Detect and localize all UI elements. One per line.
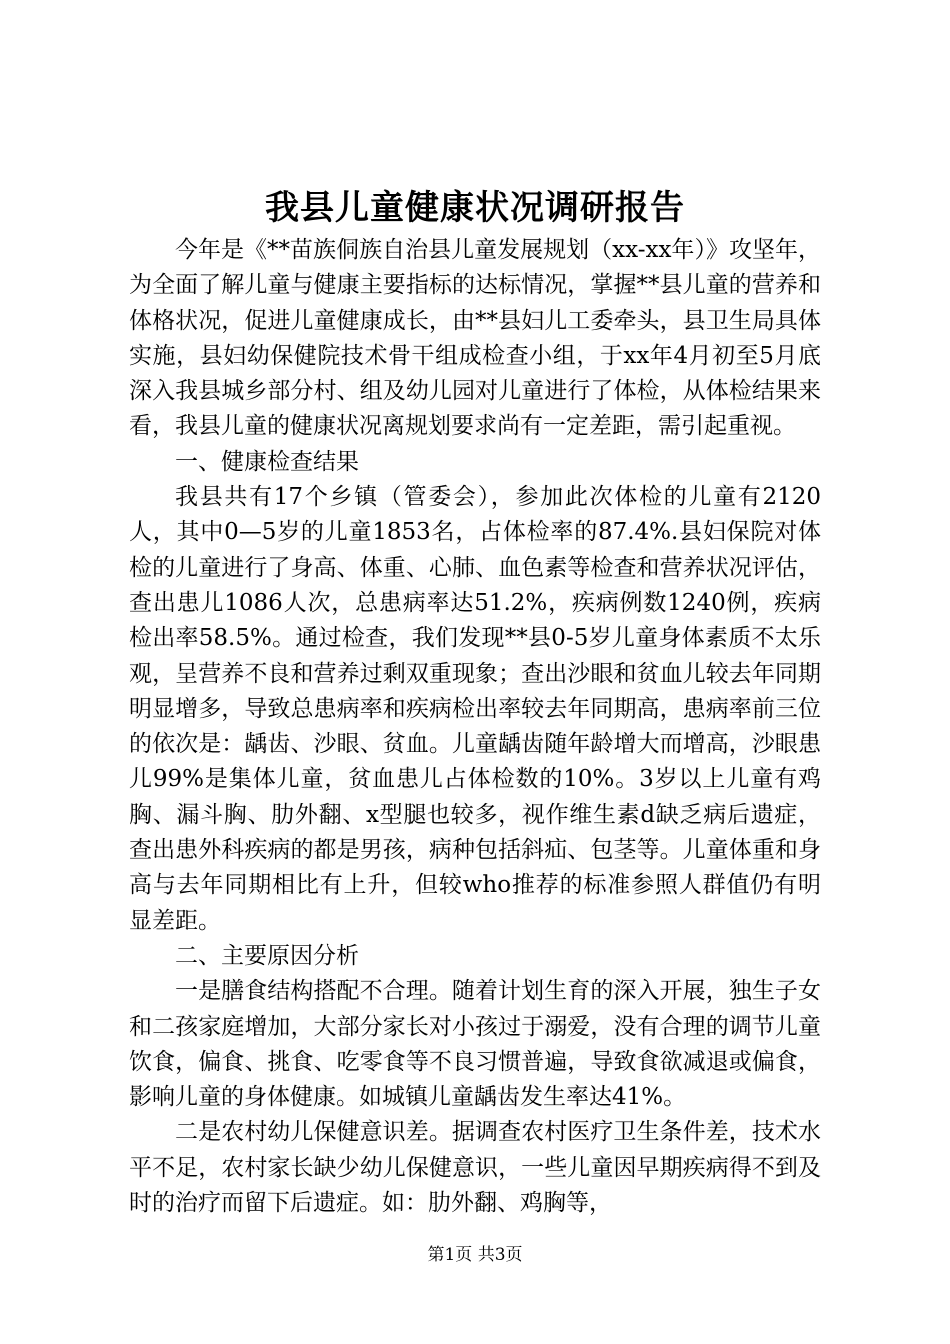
section-heading: 一、健康检查结果: [175, 448, 359, 475]
body-paragraph: 一是膳食结构搭配不合理。随着计划生育的深入开展，独生子女和二孩家庭增加，大部分家长对小孩过于溺爱，没有合理的调节儿童饮食，偏食、挑食、吃零食等不良习惯普遍，导致食欲减退或偏食，影响儿童的身体健康。如城镇儿童龋齿发生率达41%。: [129, 978, 821, 1111]
document-title: 我县儿童健康状况调研报告: [265, 188, 685, 228]
body-paragraph: 我县共有17个乡镇（管委会），参加此次体检的儿童有2120人，其中0—5岁的儿童1853名，占体检率的87.4%.县妇保院对体检的儿童进行了身高、体重、心肺、血色素等检查和营养状况评估，查出患儿1086人次，总患病率达51.2%，疾病例数1240例，疾病检出率58.5%。通过检查，我们发现**县0-5岁儿童身体素质不太乐观，呈营养不良和营养过剩双重现象；查出沙眼和贫血儿较去年同期明显增多，导致总患病率和疾病检出率较去年同期高，患病率前三位的依次是：龋齿、沙眼、贫血。儿童龋齿随年龄增大而增高，沙眼患儿99%是集体儿童，贫血患儿占体检数的10%。3岁以上儿童有鸡胸、漏斗胸、肋外翻、x型腿也较多，视作维生素d缺乏病后遗症，查出患外科疾病的都是男孩，病种包括斜疝、包茎等。儿童体重和身高与去年同期相比有上升，但较who推荐的标准参照人群值仍有明显差距。: [129, 484, 821, 934]
section-heading: 二、主要原因分析: [175, 942, 359, 969]
body-paragraph: 今年是《**苗族侗族自治县儿童发展规划（xx-xx年）》攻坚年，为全面了解儿童与健康主要指标的达标情况，掌握**县儿童的营养和体格状况，促进儿童健康成长，由**县妇儿工委牵头，县卫生局具体实施，县妇幼保健院技术骨干组成检查小组，于xx年4月初至5月底深入我县城乡部分村、组及幼儿园对儿童进行了体检，从体检结果来看，我县儿童的健康状况离规划要求尚有一定差距，需引起重视。: [129, 237, 821, 440]
body-paragraph: 二是农村幼儿保健意识差。据调查农村医疗卫生条件差，技术水平不足，农村家长缺少幼儿保健意识，一些儿童因早期疾病得不到及时的治疗而留下后遗症。如：肋外翻、鸡胸等，: [129, 1119, 821, 1217]
page-number-footer: 第1页 共3页: [427, 1245, 523, 1265]
document-body: [129, 233, 821, 1221]
